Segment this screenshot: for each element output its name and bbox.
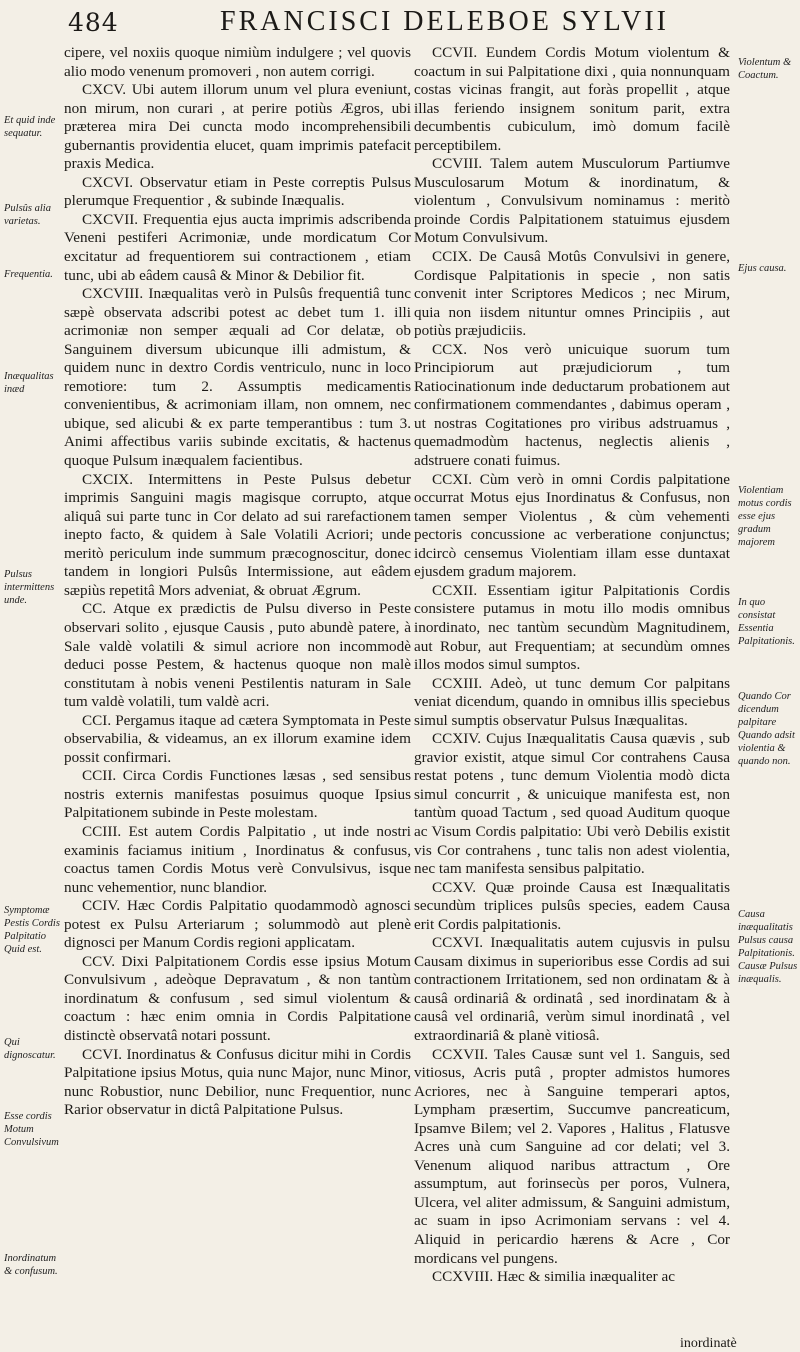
paragraph: CCXV. Quæ proinde Causa est Inæqualitatis secundùm triplices pulsûs species, eadem Causa erit Cordis palpitationis. [414,878,730,933]
paragraph: CCXIII. Adeò, ut tunc demum Cor palpitans veniat dicendum, quando in omnibus illis speciebus simul sumptis observatur Pulsus Inæqualitas. [414,674,730,729]
paragraph: CCXVII. Tales Causæ sunt vel 1. Sanguis, sed vitiosus, Acris putâ , propter admistos humores Acriores, nec à Sanguine temperari aptos, Lympham præsertim, Succumve pancreaticum, Ipsamve Bilem; vel 2. Vapores , Halitus , Flatusve Acres unà cum Sanguine ad cor delati; vel 3. Venenum aliquod naribus attractum , Ore assumptum, aut forinsecùs per poros, Vulnera, Ulcera, vel aliter admissum, & Sanguini admistum, ac suam in ipso Acrimoniam servans : vel 4. Aliquid in pericardio hærens & Acre , Cor mordicans vel pungens. [414,1045,730,1267]
paragraph: CCII. Circa Cordis Functiones læsas , sed sensibus nostris externis manifestas posuimus quoque Ipsius Palpitationem subinde in Peste molestam. [64,767,411,822]
margin-note-left: Symptomæ Pestis Cordis Palpitatio Quid est. [4,905,60,955]
margin-note-left: Inordinatum & confusum. [4,1253,58,1277]
paragraph: CXCIX. Intermittens in Peste Pulsus debetur imprimis Sanguini magis magisque corrupto, atque aliquâ sui parte tunc in Cor delato ad sui rarefactionem inepto facto, & quidem à Sale Volatili Acriori; unde meritò periculum inde summum præcognoscitur, donec tandem in longiori Pulsûs Intermissione, aut eâdem sæpiùs repetitâ Mors adveniat, & obruat Ægrum. [64,470,411,599]
paragraph: CCVII. Eundem Cordis Motum violentum & coactum in sui Palpitatione dixi , quia nonnunquam costas vicinas frangit, aut foràs propellit , atque illas feriendo insignem sonitum parit, extra decumbentis cubiculum, imò domum facilè perceptibilem. [414,44,730,154]
margin-note-left: Pulsûs alia varietas. [4,203,51,227]
paragraph: CCXVI. Inæqualitatis autem cujusvis in pulsu Causam diximus in superioribus esse Cordis ad sui contractionem Irritationem, sed non ordinatam & à causâ ordinariâ & ordinatâ , sed inordinatam & à causâ vel ordinariâ, verùm simul inordinatâ , vel extraordinariâ & planè vitiosâ. [414,934,730,1044]
paragraph: CCIX. De Causâ Motûs Convulsivi in genere, Cordisque Palpitationis in specie , non satis convenit inter Scriptores Medicos ; nec Mirum, quia non iisdem nituntur omnes Principiis , aut potiùs præjudiciis. [414,248,730,340]
margin-note-right: In quo consistat Essentia Palpitationis. [738,597,795,647]
paragraph: CXCVI. Observatur etiam in Peste correptis Pulsus plerumque Frequentior , & subinde Inæqualis. [64,173,411,210]
paragraph: CCIII. Est autem Cordis Palpitatio , ut inde nostri examinis faciamus initium , Inordinatus & confusus, coactus tamen Cordis Motus verè Convulsivus, isque nunc vehementior, nunc blandior. [64,822,411,896]
paragraph: CCVIII. Talem autem Musculorum Partiumve Musculosarum Motum & inordinatum, & violentum , Convulsivum nominamus : meritò proinde Cordis Palpitationem statuimus ejusdem Motum Convulsivum. [414,155,730,247]
right-text-column [414,44,730,1287]
paragraph: CC. Atque ex prædictis de Pulsu diverso in Peste observari solito , ejusque Causis , puto abundè patere, à Sale valdè volatili & simul acriore non incommodè deduci posse Pestem, & hactenus quoque non malè constitutam à nobis veneni Pestilentis naturam in Sale tum valdè volatili, tum valdè acri. [64,600,411,711]
margin-note-right: Ejus causa. [738,263,787,274]
paragraph: CCI. Pergamus itaque ad cætera Symptomata in Peste observabilia, & videamus, an ex illorum examine idem possit confirmari. [64,711,411,766]
margin-note-left: Esse cordis Motum Convulsivum [4,1111,59,1148]
paragraph: CCXVIII. Hæc & similia inæqualiter ac [432,1268,675,1286]
margin-note-left: Frequentia. [4,269,53,280]
margin-note-left: Inæqualitas inæd [4,371,54,395]
paragraph: CXCVIII. Inæqualitas verò in Pulsûs frequentiâ tunc sæpè observata adscribi potest ac debet tum 1. illi acrimoniæ non semper æquali ad Cor delatæ, ob Sanguinem diversum ubicunque illi admistum, & quidem nunc in dextro Cordis ventriculo, nunc in loco remotiore: tum 2. Assumptis medicamentis convenientibus, & acrimoniam illam, non omnem, nec ubique, sed alicubi & ex parte temperantibus : tum 3. Animi affectibus variis subinde excitatis, & hactenus quoque Pulsum inæqualem facientibus. [64,285,411,470]
left-text-column [64,44,411,1120]
paragraph: cipere, vel noxiis quoque nimiùm indulgere ; vel quovis alio modo venenum promoveri , non autem corrigi. [64,44,411,80]
paragraph: CCX. Nos verò unicuique suorum tum Principiorum aut præjudiciorum , tum Ratiocinationum inde deductarum probationem aut confirmationem commendantes , dabimus operam , ut nostras Cogitationes pro viribus adstruamus , quemadmodùm hactenus, neglectis alienis , adstruere conati fuimus. [414,340,730,470]
margin-note-right: Quando Cor dicendum palpitare Quando adsit violentia & quando non. [738,691,795,767]
page-number: 484 [68,8,119,37]
paragraph: CCXIV. Cujus Inæqualitatis Causa quævis , sub gravior existit, atque simul Cor contrahens Causa restat potens , tunc demum Violentia modò dicta simul concurrit , & unicuique manifesta est, non tantùm quoad Tactum , sed quoad Auditum quoque ac Visum Cordis palpitatio: Ubi verò Debilis existit vis Cor contrahens , tunc talis non adest violentia, nec tam manifesta sensibus palpitatio. [414,730,730,878]
paragraph: CXCVII. Frequentia ejus aucta imprimis adscribenda Veneni pestiferi Acrimoniæ, unde mordicatum Cor excitatur ad frequentiorem sui contractionem , etiam tunc, ubi ab eâdem causâ & Minor & Debilior fit. [64,210,411,284]
running-title: FRANCISCI DELEBOE SYLVII [220,6,669,37]
margin-note-right: Violentiam motus cordis esse ejus gradum majorem [738,485,792,548]
margin-note-left: Qui dignoscatur. [4,1037,56,1061]
paragraph: CXCV. Ubi autem illorum unum vel plura eveniunt, non mirum, non curari , at perire potiùs Ægros, ubi præterea mira Dei cuncta modo incomprehensibili gubernantis providentia elucet, quam imprimis patefacit praxis Medica. [64,81,411,173]
paragraph: CCXI. Cùm verò in omni Cordis palpitatione occurrat Motus ejus Inordinatus & Confusus, non tamen semper Violentus , & cùm vehementi pectoris concussione ac verberatione conjunctus; idcircò censemus Violentiam illam esse duntaxat ejusdem gradum majorem. [414,470,730,581]
catchword: inordinatè [680,1336,737,1351]
margin-note-left: Pulsus intermittens unde. [4,569,55,606]
paragraph: CCXII. Essentiam igitur Palpitationis Cordis consistere putamus in motu illo modis omnibus inordinato, nec tantùm secundùm Magnitudinem, aut Robur, aut Frequentiam; at secundùm omnes illos modos simul sumptos. [414,581,730,674]
margin-note-right: Violentum & Coactum. [738,57,792,81]
paragraph: CCVI. Inordinatus & Confusus dicitur mihi in Cordis Palpitatione ipsius Motus, quia nunc Major, nunc Minor, nunc Robustior, nunc Debilior, nunc Frequentior, nunc Rarior observatur in dictâ Palpitatione Pulsus. [64,1045,411,1119]
paragraph: CCIV. Hæc Cordis Palpitatio quodammodò agnosci potest ex Pulsu Arteriarum ; solummodò aut plenè dignosci per Manum Cordis regioni applicatam. [64,897,411,952]
paragraph: CCV. Dixi Palpitationem Cordis esse ipsius Motum Convulsivum , adeòque Depravatum , & non tantùm inordinatum & confusum , sed simul violentum & coactum : hæc enim omnia in Cordis Palpitatione distinctè observatâ notari possunt. [64,952,411,1044]
margin-note-right: Causa inæqualitatis Pulsus causa Palpitationis. Causæ Pulsus inæqualis. [738,909,798,985]
page-header [60,8,740,38]
margin-note-left: Et quid inde sequatur. [4,115,56,139]
